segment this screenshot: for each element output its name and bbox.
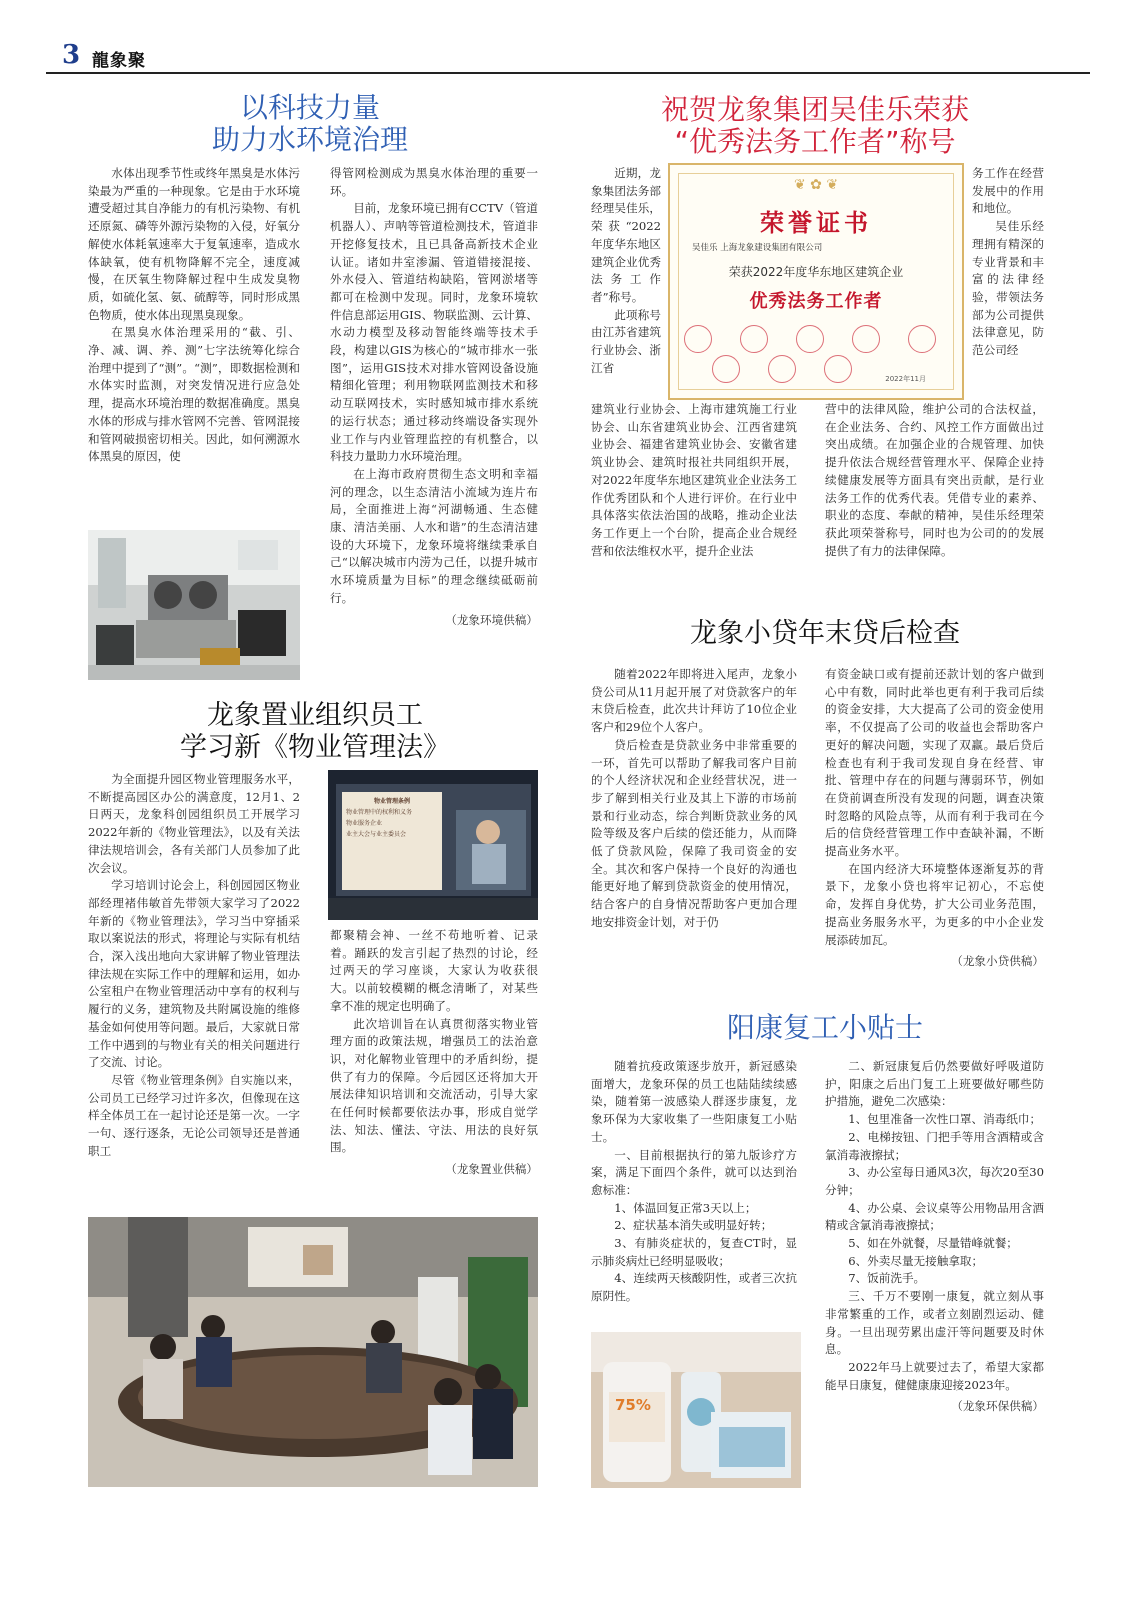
- article4-credit: （龙象小贷供稿）: [951, 954, 1044, 969]
- article3-bottom-right: [825, 401, 1044, 581]
- article2-para: 此次培训旨在认真贯彻落实物业管理方面的政策法规，增强员工的法治意识，对化解物业管理中的矛盾纠纷，提供了有力的保障。今后园区还将加大开展法律知识培训和交流活动，引导大家在任何时候都要依法办事，形成自觉学法、知法、懂法、守法、用法的良好氛围。: [330, 1016, 538, 1155]
- certificate-title: 荣誉证书: [760, 209, 872, 237]
- seal-stamp-icon: [796, 325, 824, 353]
- seal-stamp-icon: [908, 325, 936, 353]
- article2-title-line2: 学习新《物业管理法》: [180, 732, 450, 763]
- article5-col2: [825, 1058, 1044, 1488]
- screen-slide-line: 物业管理条例: [373, 798, 410, 805]
- article5-para: 2、电梯按钮、门把手等用含酒精或含氯消毒液擦拭；: [825, 1129, 1044, 1162]
- article1-para: 得管网检测成为黑臭水体治理的重要一环。: [330, 166, 538, 198]
- article4-col1: [591, 666, 797, 996]
- certificate-recipient: 吴佳乐 上海龙象建设集团有限公司: [692, 243, 823, 253]
- article3-para: 务工作在经营发展中的作用和地位。: [972, 166, 1044, 216]
- pipe-equipment-photo: [88, 530, 300, 680]
- article1-col1: [88, 165, 300, 527]
- article2-col2: [330, 927, 538, 1217]
- screen-slide-line: 物业管理中的权利和义务: [346, 809, 413, 816]
- seal-stamp-icon: [824, 355, 852, 383]
- article5-para: 4、办公桌、会议桌等公用物品用含酒精或含氯消毒液擦拭；: [825, 1200, 1044, 1233]
- article3-right-narrow: [972, 165, 1044, 405]
- article5-para: 三、千万不要刚一康复，就立刻从事非常繁重的工作，或者立刻剧烈运动、健身。一旦出现劳累出虚汗等问题要及时休息。: [825, 1289, 1044, 1357]
- article3-para: 营中的法律风险，维护公司的合法权益，在企业法务、合约、风控工作方面做出过突出成绩。在加强企业的合规管理、加快提升依法合规经营管理水平、保障企业持续健康发展等方面具有突出贡献，是行业法务工作的优秀代表。凭借专业的素养、职业的态度、奉献的精神，吴佳乐经理荣获此项荣誉称号，同时也为公司的的发展提供了有力的法律保障。: [825, 402, 1044, 558]
- seal-stamp-icon: [684, 325, 712, 353]
- article5-para: 7、饭前洗手。: [848, 1271, 926, 1286]
- article1-title-line1: 以科技力量: [239, 91, 380, 124]
- article4-title-line: 龙象小贷年末贷后检查: [690, 618, 960, 649]
- article5-para: 4、连续两天核酸阴性，或者三次抗原阴性。: [591, 1271, 797, 1304]
- article5-credit: （龙象环保供稿）: [951, 1399, 1044, 1414]
- article5-para: 1、体温回复正常3天以上；: [614, 1200, 757, 1215]
- seal-stamp-icon: [740, 325, 768, 353]
- article3-para: 建筑业行业协会、上海市建筑施工行业协会、山东省建筑业协会、江西省建筑业协会、福建省建筑业协会、安徽省建筑业协会、建筑时报社共同组织开展，对2022年度华东地区建筑业企业法务工作优秀团队和个人进行评价。在行业中具体落实依法治国的战略，推动企业法务工作更上一个台阶，提高企业合规经营和依法维权水平，提升企业法: [591, 402, 797, 558]
- article5-para: 一、目前根据执行的第九版诊疗方案，满足下面四个条件，就可以达到治愈标准：: [591, 1147, 797, 1197]
- article4-para: 贷后检查是贷款业务中非常重要的一环，首先可以帮助了解我司客户目前的个人经济状况和企业经营状况，进一步了解到相关行业及其上下游的市场前景和行业动态，综合判断贷款业务的风险等级及客户后续的偿还能力，从而降低了贷款风险，保障了我司资金的安全。其次和客户保持一个良好的沟通也能更好地了解到贷款资金的使用情况，结合客户的自身情况帮助客户更加合理地安排资金计划，对于仍: [591, 737, 797, 929]
- article2-para: 尽管《物业管理条例》自实施以来，公司员工已经学习过许多次，但像现在这样全体员工在一起讨论还是第一次。一字一句、逐行逐条，无论公司领导还是普通职工: [88, 1072, 300, 1158]
- article5-title: [690, 1012, 960, 1044]
- seal-stamp-icon: [712, 355, 740, 383]
- article2-credit: （龙象置业供稿）: [445, 1162, 538, 1177]
- training-screen-photo: [328, 770, 538, 920]
- certificate-award-name: 优秀法务工作者: [749, 291, 883, 312]
- article4-para: 随着2022年即将进入尾声，龙象小贷公司从11月起开展了对贷款客户的年末贷后检查，此次共计拜访了10位企业客户和29位个人客户。: [591, 667, 797, 735]
- article1-para: 目前，龙象环境已拥有CCTV（管道机器人）、声呐等管道检测技术，管道非开挖修复技术，且已具备高新技术企业认证。诸如井室渗漏、管道错接混接、外水侵入、管道结构缺陷，管网淤堵等都可在检测中发现。同时，龙象环境软件信息部运用GIS、物联监测、云计算、水动力模型及移动智能终端等技术手段，构建以GIS为核心的“城市排水一张图”，运用GIS技术对排水管网设备设施精细化管理；利用物联网监测技术和移动互联网技术，实时感知城市排水系统的运行状态；通过移动终端设备实现外业工作与内业管理监控的有机整合，以科技力量助力水环境治理。: [330, 201, 538, 464]
- article5-para: 3、有肺炎症状的，复查CT时，显示肺炎病灶已经明显吸收；: [591, 1236, 797, 1268]
- meeting-room-photo: [88, 1217, 538, 1487]
- article2-col1: [88, 771, 300, 1216]
- article1-credit: （龙象环境供稿）: [445, 612, 538, 627]
- article1-para: 水体出现季节性或终年黑臭是水体污染最为严重的一种现象。它是由于水环境遭受超过其自净能力的有机污染物、有机还原氮、磷等外源污染物的入侵，好氧分解使水体耗氧速率大于复氧速率，造成水体缺氧，使有机物降解不完全，速度减慢，在厌氧生物降解过程中生成发臭物质，如硫化氢、氨、硫醇等，同时形成黑色物质，使水体出现黑臭现象。: [88, 166, 300, 322]
- article1-title-line2: 助力水环境治理: [211, 123, 408, 156]
- article5-para: 3、办公室每日通风3次，每次20至30分钟；: [825, 1165, 1044, 1197]
- publication-name: 龍象聚: [92, 51, 146, 71]
- article1-col2: [330, 165, 538, 685]
- article5-title-line: 阳康复工小贴士: [726, 1011, 923, 1044]
- article2-para: 都聚精会神、一丝不苟地听着、记录着。踊跃的发言引起了热烈的讨论，经过两天的学习座谈，大家认为收获很大。以前较模糊的概念清晰了，对某些拿不准的规定也明确了。: [330, 928, 538, 1013]
- article5-para: 1、包里准备一次性口罩、消毒纸巾；: [848, 1112, 1042, 1127]
- seal-stamp-icon: [768, 355, 796, 383]
- article1-para: 在黑臭水体治理采用的“截、引、净、减、调、养、测”七字法统筹化综合治理中提到了“测”。“测”，即数据检测和水体实时监测，对突发情况进行应急处理，提高水环境治理的数据准确度。黑臭水体的形成与排水管网不完善、管网混接和管网破损密切相关。因此，如何溯源水体黑臭的原因，使: [88, 325, 300, 464]
- article5-para: 5、如在外就餐，尽量错峰就餐；: [848, 1236, 1018, 1251]
- article5-para: 二、新冠康复后仍然要做好呼吸道防护，阳康之后出门复工上班要做好哪些防护措施，避免二次感染：: [825, 1059, 1044, 1109]
- article4-para: 在国内经济大环境整体逐渐复苏的背景下，龙象小贷也将牢记初心，不忘使命，发挥自身优势，扩大公司业务范围，提高业务服务水平，为更多的中小企业发展添砖加瓦。: [825, 861, 1044, 947]
- article1-para: 在上海市政府贯彻生态文明和幸福河的理念，以生态清洁小流域为连片布局，全面推进上海“河湖畅通、生态健康、清洁美丽、人水和谐”的生态清洁建设的大环境下，龙象环境将继续秉承自己“以解决城市内涝为己任，以提升城市水环境质量为目标”的理念继续砥砺前行。: [330, 466, 538, 605]
- article3-left-narrow: [591, 165, 661, 405]
- article5-col1: [591, 1058, 797, 1330]
- article5-para: 2、症状基本消失或明显好转；: [614, 1218, 773, 1233]
- disinfectant-supplies-photo: [591, 1332, 801, 1488]
- article4-para: 有资金缺口或有提前还款计划的客户做到心中有数，同时此举也更有利于我司后续的资金安排，大大提高了公司的资金使用率，不仅提高了公司的收益也会帮助客户更好的解决问题，实现了双赢。最后贷后检查也有利于我司发现自身在经营、审批、管理中存在的问题与薄弱环节，例如在贷前调查所没有发现的问题，调查决策时忽略的风险点等，从而有利于我司在今后的信贷经营管理工作中查缺补漏，不断提高业务水平。: [825, 667, 1044, 859]
- honor-certificate: [668, 163, 964, 400]
- seal-stamp-icon: [852, 325, 880, 353]
- article2-para: 学习培训讨论会上，科创园园区物业部经理褚伟敏首先带领大家学习了2022年新的《物业管理法》，学习当中穿插采取以案说法的形式，将理论与实际有机结合，深入浅出地向大家讲解了物业管理法律法规在实际工作中的理解和运用，如办公室租户在物业管理活动中享有的权利与履行的义务，建筑物及共附属设施的维修基金如何使用等问题。最后，大家就日常工作中遇到的与物业有关的相关问题进行了交流、讨论。: [88, 878, 300, 1070]
- article3-para: 吴佳乐经理拥有精深的专业背景和丰富的法律经验，带领法务部为公司提供法律意见，防范公司经: [972, 219, 1044, 358]
- article3-title: [640, 94, 990, 158]
- screen-slide-line: 业主大会与业主委员会: [346, 831, 407, 838]
- article5-para: 2022年马上就要过去了，希望大家都能早日康复，健健康康迎接2023年。: [825, 1359, 1044, 1392]
- article3-title-line2: “优秀法务工作者”称号: [674, 125, 956, 158]
- header-rule: [46, 72, 1090, 74]
- certificate-award-line: 荣获2022年度华东地区建筑企业: [728, 265, 904, 279]
- article5-para: 6、外卖尽量无接触拿取；: [848, 1253, 984, 1268]
- article2-title: [150, 700, 480, 764]
- article1-title: [160, 92, 460, 156]
- page-number: 3: [62, 40, 81, 70]
- article4-title: [660, 618, 990, 650]
- screen-slide-line: 物业服务企业: [346, 820, 383, 827]
- certificate-date: 2022年11月: [885, 375, 926, 383]
- bottle-label: 75%: [615, 1396, 651, 1414]
- article4-col2: [825, 666, 1044, 996]
- laurel-ornament-icon: ❦ ✿ ❦: [793, 177, 839, 193]
- screen-slide-text: [346, 796, 438, 840]
- article5-para: 随着抗疫政策逐步放开，新冠感染面增大，龙象环保的员工也陆陆续续感染，随着第一波感染人群逐步康复，龙象环保为大家收集了一些阳康复工小贴士。: [591, 1059, 797, 1144]
- article3-para: 此项称号由江苏省建筑行业协会、浙江省: [591, 307, 661, 375]
- article2-para: 为全面提升园区物业管理服务水平，不断提高园区办公的满意度，12月1、2日两天，龙象科创园组织员工开展学习2022年新的《物业管理法》，以及有关法律法规培训会，各有关部门人员参加了此次会议。: [88, 772, 300, 875]
- article3-title-line1: 祝贺龙象集团吴佳乐荣获: [660, 93, 969, 126]
- article2-title-line1: 龙象置业组织员工: [207, 700, 423, 731]
- article3-bottom-left: [591, 401, 797, 581]
- article3-para: 近期，龙象集团法务部经理吴佳乐，荣获“2022年度华东地区建筑企业优秀法务工作者”称号。: [591, 166, 661, 304]
